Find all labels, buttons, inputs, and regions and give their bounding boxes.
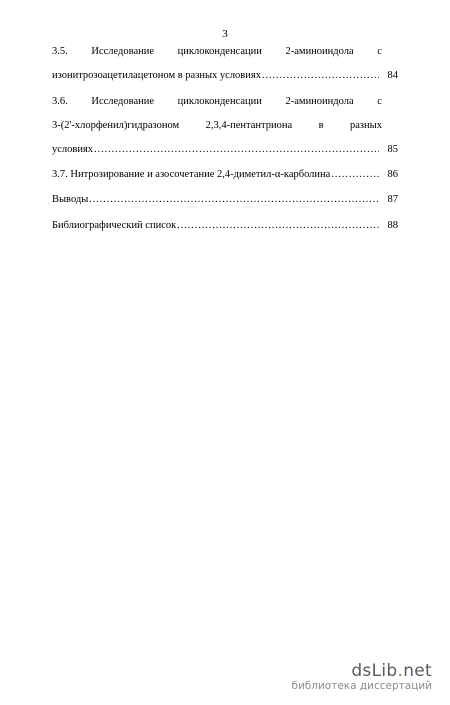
watermark xyxy=(291,661,432,692)
toc-word: с xyxy=(377,96,382,107)
toc-entry xyxy=(52,46,398,83)
toc-word: с xyxy=(377,46,382,57)
toc-entry-text: изонитрозоацетилацетоном в разных условиях xyxy=(52,70,261,81)
toc-entry-line xyxy=(52,46,398,59)
toc-word: 3.6. xyxy=(52,96,68,107)
page-number: 3 xyxy=(222,28,228,40)
toc-entry xyxy=(52,96,398,157)
toc-word: Исследование xyxy=(91,96,155,107)
toc-word: в xyxy=(318,120,324,131)
toc-entry-text: Библиографический список xyxy=(52,220,177,231)
toc-entry-line xyxy=(52,120,398,133)
toc-word: 3-(2'-хлорфенил)гидразоном xyxy=(52,120,180,131)
toc-word: разных xyxy=(349,120,382,131)
toc-leader-dots xyxy=(89,194,379,205)
toc-entry-line xyxy=(52,96,398,109)
watermark-tagline: библиотека диссертаций xyxy=(291,680,432,692)
toc-page-number: 85 xyxy=(387,144,398,155)
toc-word: 2-аминоиндола xyxy=(285,46,354,57)
watermark-logo xyxy=(291,661,432,681)
toc-leader-dots xyxy=(331,169,379,180)
toc-entry-last-line xyxy=(52,144,398,157)
toc-leader-dots xyxy=(94,144,379,155)
toc-entry-last-line xyxy=(52,70,398,83)
toc-word: Исследование xyxy=(91,46,155,57)
toc-word: 2-аминоиндола xyxy=(285,96,354,107)
toc-word: циклоконденсации xyxy=(177,46,262,57)
toc-entry-text: условиях xyxy=(52,144,94,155)
table-of-contents xyxy=(52,46,398,233)
toc-leader-dots xyxy=(177,220,379,231)
toc-entry-text: Выводы xyxy=(52,194,89,205)
watermark-brand-right: net xyxy=(403,661,432,681)
toc-leader-dots xyxy=(262,70,379,81)
toc-page-number: 86 xyxy=(387,169,398,180)
toc-entry xyxy=(52,169,398,182)
toc-word: циклоконденсации xyxy=(177,96,262,107)
toc-entry-text: 3.7. Нитрозирование и азосочетание 2,4-диметил-α-карболина xyxy=(52,169,331,180)
toc-page-number: 88 xyxy=(387,220,398,231)
toc-word: 3.5. xyxy=(52,46,68,57)
toc-word: 2,3,4-пентантриона xyxy=(205,120,293,131)
watermark-brand-left: dsLib xyxy=(351,661,398,681)
toc-page-number: 84 xyxy=(387,70,398,81)
toc-entry xyxy=(52,194,398,207)
watermark-brand-dot: . xyxy=(397,661,404,681)
toc-page-number: 87 xyxy=(387,194,398,205)
toc-entry xyxy=(52,220,398,233)
